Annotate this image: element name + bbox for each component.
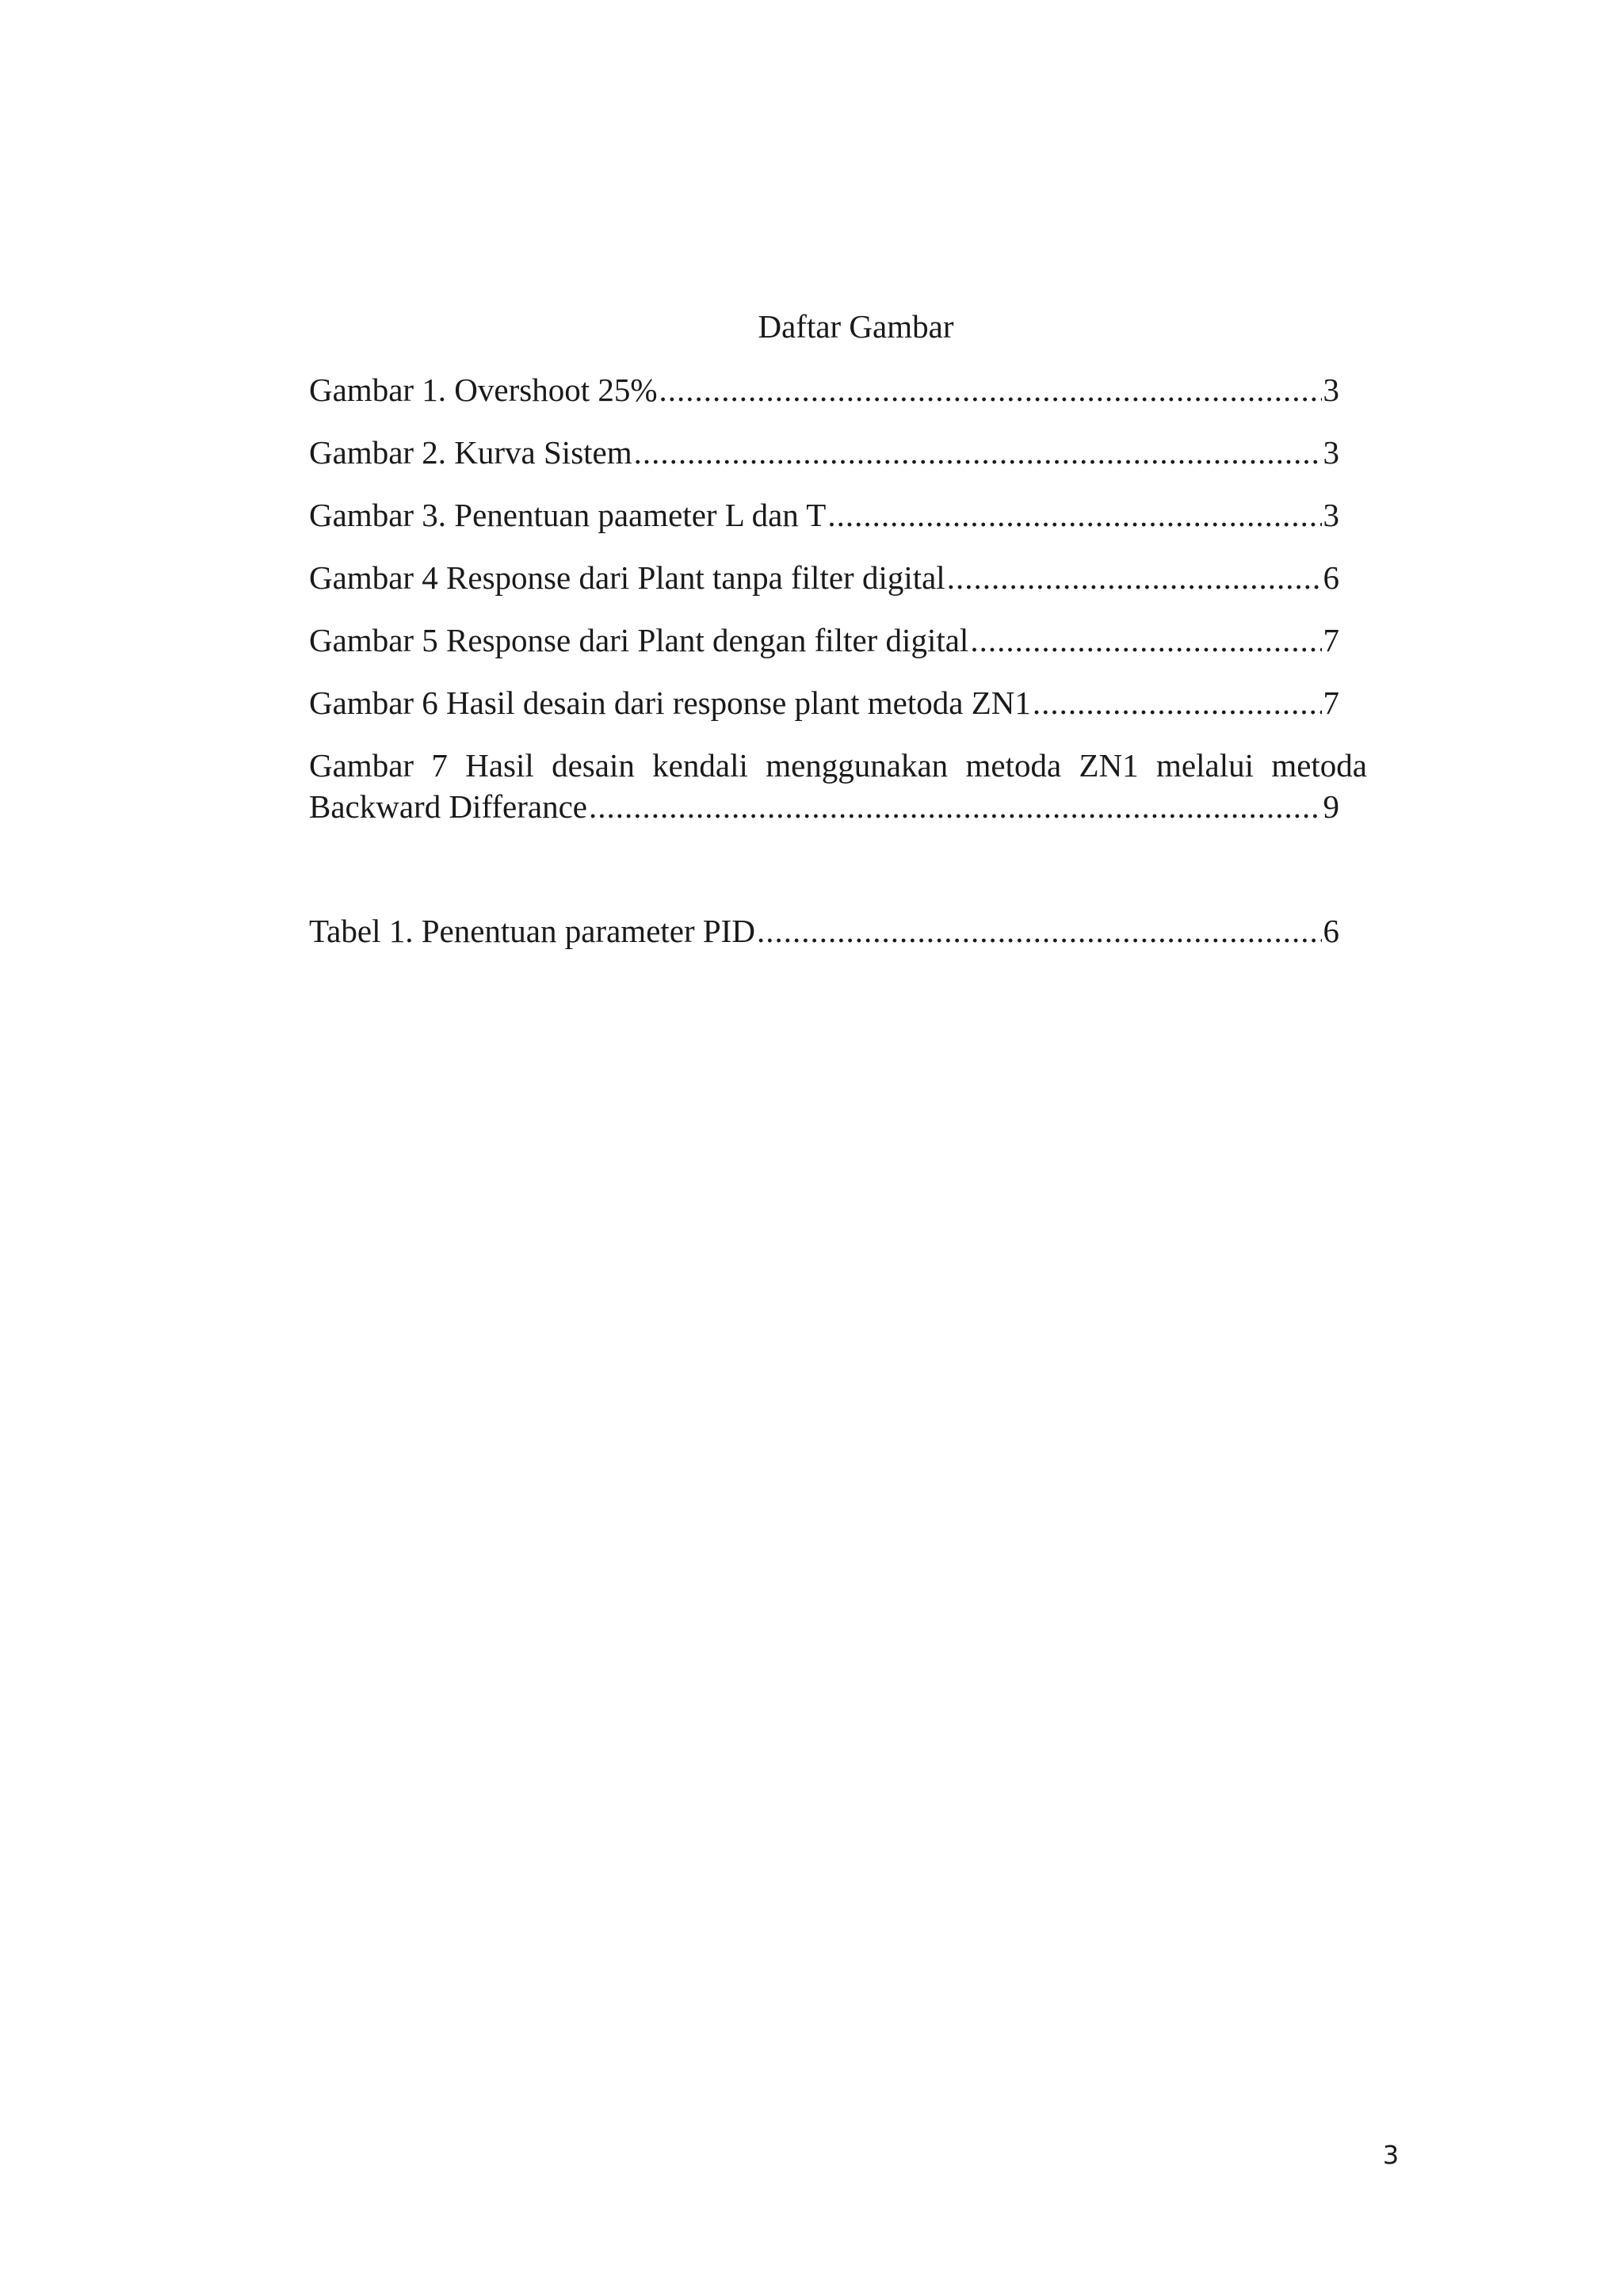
toc-entry-page: 6	[1323, 913, 1339, 949]
dot-leader	[970, 620, 1321, 661]
dot-leader	[589, 786, 1322, 827]
toc-entry-label: Gambar 4 Response dari Plant tanpa filter digital	[309, 559, 945, 596]
toc-entry-label-line1: Gambar 7 Hasil desain kendali menggunakan metoda ZN1 melalui metoda	[309, 747, 1367, 784]
dot-leader	[947, 557, 1322, 598]
toc-entry[interactable]	[309, 910, 1339, 952]
toc-entry[interactable]	[309, 682, 1339, 723]
dot-leader	[827, 494, 1321, 536]
toc-entry-page: 7	[1323, 685, 1339, 721]
page-number: 3	[1382, 2140, 1400, 2170]
toc-entry-label: Gambar 6 Hasil desain dari response plant metoda ZN1	[309, 685, 1031, 721]
toc-entry-label: Gambar 3. Penentuan paameter L dan T	[309, 497, 827, 533]
toc-entry[interactable]	[309, 557, 1339, 598]
toc-entry[interactable]	[309, 432, 1339, 473]
dot-leader	[1033, 682, 1322, 723]
toc-entry-label: Gambar 2. Kurva Sistem	[309, 434, 632, 471]
toc-entry[interactable]	[309, 745, 1367, 827]
toc-entry-page: 3	[1323, 497, 1339, 533]
toc-entry-label-line2: Backward Differance	[309, 788, 587, 825]
toc-entry-page: 7	[1323, 622, 1339, 658]
toc-entry[interactable]	[309, 494, 1339, 536]
table-list	[309, 910, 1339, 973]
page-title: Daftar Gambar	[758, 308, 954, 345]
toc-entry-page: 6	[1323, 559, 1339, 596]
toc-entry-label: Gambar 5 Response dari Plant dengan filter digital	[309, 622, 969, 658]
toc-entry[interactable]	[309, 620, 1339, 661]
dot-leader	[757, 910, 1322, 952]
toc-entry-page: 3	[1323, 434, 1339, 471]
dot-leader	[659, 369, 1322, 410]
toc-entry[interactable]	[309, 369, 1339, 410]
toc-entry-label: Tabel 1. Penentuan parameter PID	[309, 913, 755, 949]
toc-entry-page: 3	[1323, 372, 1339, 408]
toc-entry-label: Gambar 1. Overshoot 25%	[309, 372, 658, 408]
toc-entry-page: 9	[1323, 788, 1339, 825]
dot-leader	[634, 432, 1322, 473]
figure-list	[309, 369, 1367, 849]
